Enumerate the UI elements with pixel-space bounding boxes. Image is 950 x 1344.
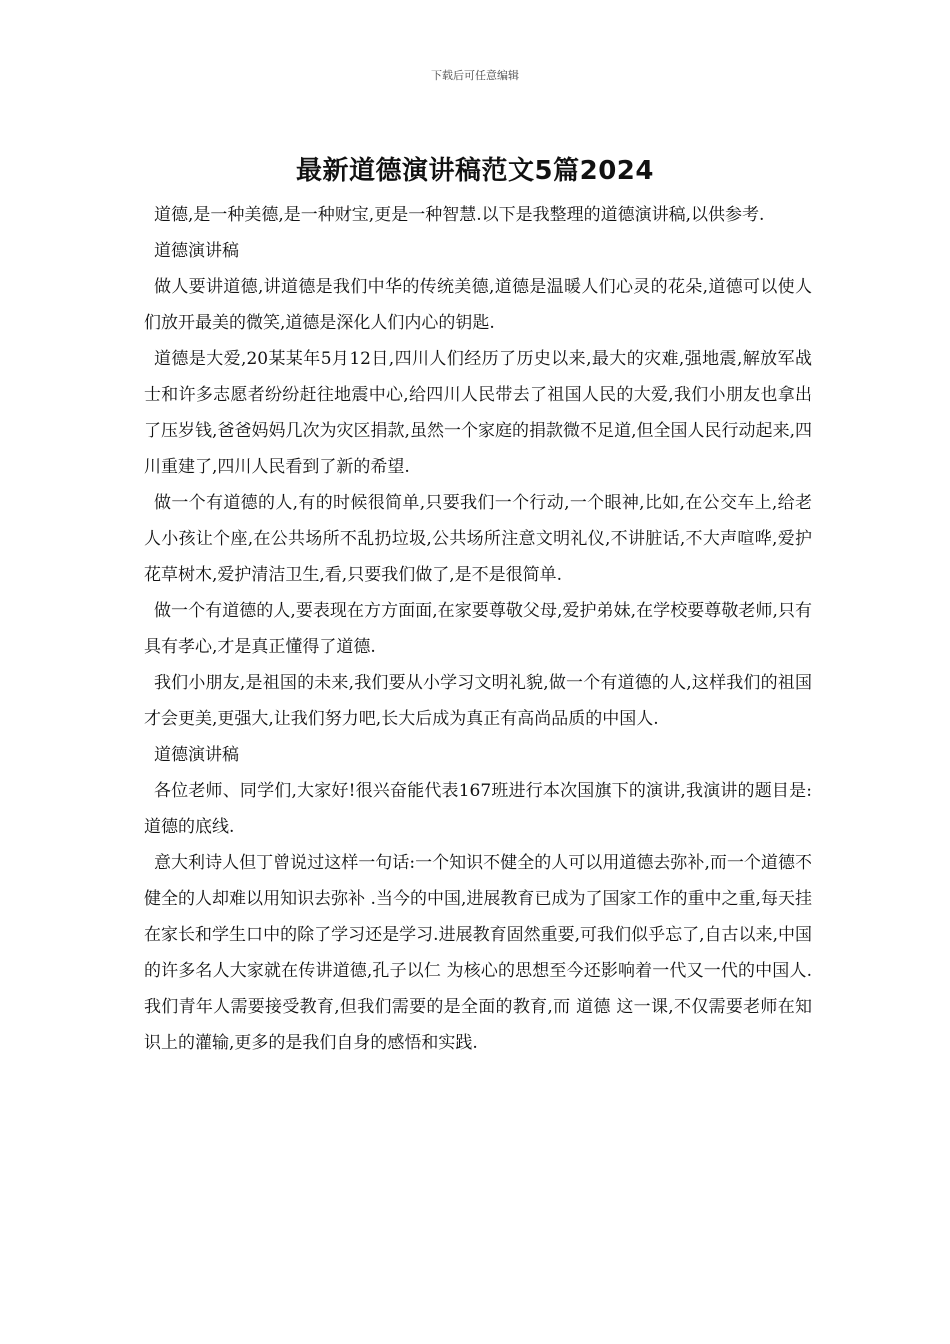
paragraph: 做一个有道德的人,要表现在方方面面,在家要尊敬父母,爱护弟妹,在学校要尊敬老师,只有具有孝心,才是真正懂得了道德. bbox=[144, 601, 812, 657]
paragraph: 做一个有道德的人,有的时候很简单,只要我们一个行动,一个眼神,比如,在公交车上,给老人小孩让个座,在公共场所不乱扔垃圾,公共场所注意文明礼仪,不讲脏话,不大声喧哗,爱护花草树木,爱护清洁卫生,看,只要我们做了,是不是很简单. bbox=[144, 493, 812, 585]
section-heading: 道德演讲稿 bbox=[154, 745, 239, 765]
paragraph: 各位老师、同学们,大家好!很兴奋能代表167班进行本次国旗下的演讲,我演讲的题目是:道德的底线. bbox=[144, 781, 812, 837]
paragraph: 道德是大爱,20某某年5月12日,四川人们经历了历史以来,最大的灾难,强地震,解放军战士和许多志愿者纷纷赶往地震中心,给四川人民带去了祖国人民的大爱,我们小朋友也拿出了压岁钱,爸爸妈妈几次为灾区捐款,虽然一个家庭的捐款微不足道,但全国人民行动起来,四川重建了,四川人民看到了新的希望. bbox=[144, 349, 812, 477]
paragraph: 意大利诗人但丁曾说过这样一句话:一个知识不健全的人可以用道德去弥补,而一个道德不健全的人却难以用知识去弥补 .当今的中国,进展教育已成为了国家工作的重中之重,每天挂在家长和学生口中的除了学习还是学习.进展教育固然重要,可我们似乎忘了,自古以来,中国的许多名人大家就在传讲道德,孔子以仁 为核心的思想至今还影响着一代又一代的中国人.我们青年人需要接受教育,但我们需要的是全面的教育,而 道德 这一课,不仅需要老师在知识上的灌输,更多的是我们自身的感悟和实践. bbox=[144, 853, 812, 1053]
document-body bbox=[144, 197, 812, 1061]
section-heading: 道德演讲稿 bbox=[154, 241, 239, 261]
paragraph: 做人要讲道德,讲道德是我们中华的传统美德,道德是温暖人们心灵的花朵,道德可以使人们放开最美的微笑,道德是深化人们内心的钥匙. bbox=[144, 277, 812, 333]
header-note: 下载后可任意编辑 bbox=[431, 69, 519, 82]
document-title: 最新道德演讲稿范文5篇2024 bbox=[296, 156, 654, 186]
paragraph-intro: 道德,是一种美德,是一种财宝,更是一种智慧.以下是我整理的道德演讲稿,以供参考. bbox=[154, 205, 765, 225]
paragraph: 我们小朋友,是祖国的未来,我们要从小学习文明礼貌,做一个有道德的人,这样我们的祖国才会更美,更强大,让我们努力吧,长大后成为真正有高尚品质的中国人. bbox=[144, 673, 812, 729]
